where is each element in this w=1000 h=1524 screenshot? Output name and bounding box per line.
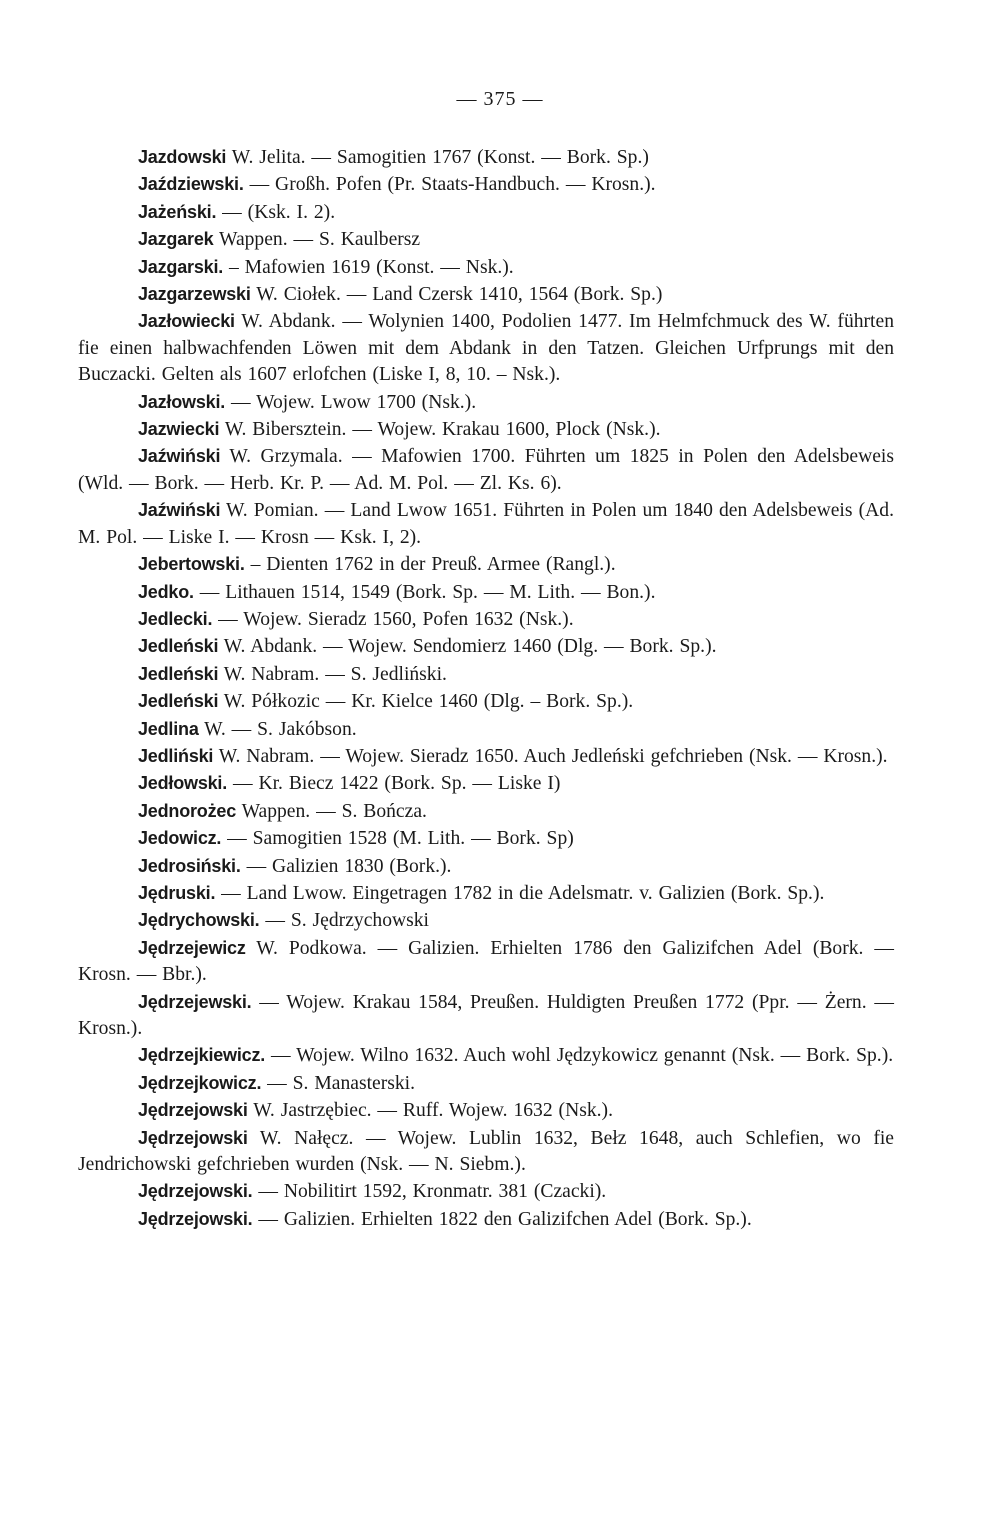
entry-list bbox=[78, 144, 894, 1233]
entry-text: — Wojew. Wilno 1632. Auch wohl Jędzykowicz genannt (Nsk. — Bork. Sp.). bbox=[270, 1045, 894, 1067]
entry-headword: Jazgarzewski bbox=[138, 284, 251, 305]
entry-text: — (Ksk. I. 2). bbox=[222, 201, 336, 223]
entry-headword: Jedowicz. bbox=[138, 828, 222, 849]
entry bbox=[78, 1042, 894, 1069]
entry bbox=[78, 853, 894, 880]
entry-text: Wappen. — S. Kaulbersz bbox=[219, 229, 421, 251]
entry bbox=[78, 1097, 894, 1124]
entry-text: — S. Jędrzychowski bbox=[265, 910, 430, 932]
entry-text: — Galizien 1830 (Bork.). bbox=[246, 855, 452, 877]
entry-headword: Jedleński bbox=[138, 663, 219, 684]
entry-headword: Jazwiecki bbox=[138, 419, 220, 440]
entry bbox=[78, 144, 894, 171]
entry-text: W. Jelita. — Samogitien 1767 (Konst. — Bork. Sp.) bbox=[231, 147, 649, 168]
entry bbox=[78, 989, 894, 1043]
entry-text: W. Nabram. — Wojew. Sieradz 1650. Auch Jedleński gefchrieben (Nsk. — Krosn.). bbox=[218, 745, 888, 767]
entry-headword: Jedlecki. bbox=[138, 608, 213, 629]
entry bbox=[78, 389, 894, 416]
entry-text: W. Nałęcz. — Wojew. Lublin 1632, Bełz 1648, auch Schlefien, wo fie Jendrichowski gefchrieben wurden (Nsk. — N. Siebm.). bbox=[78, 1127, 895, 1176]
entry bbox=[78, 880, 894, 907]
entry bbox=[78, 171, 894, 198]
entry-headword: Jażeński. bbox=[138, 201, 217, 222]
entry-text: — S. Manasterski. bbox=[267, 1072, 416, 1094]
entry-headword: Jazgarek bbox=[138, 229, 214, 250]
entry-headword: Jazgarski. bbox=[138, 256, 224, 277]
entry-text: — Land Lwow. Eingetragen 1782 in die Adelsmatr. v. Galizien (Bork. Sp.). bbox=[221, 882, 825, 904]
entry bbox=[78, 497, 894, 551]
entry bbox=[78, 907, 894, 934]
entry-text: — Großh. Pofen (Pr. Staats-Handbuch. — Krosn.). bbox=[249, 174, 656, 196]
entry bbox=[78, 551, 894, 578]
entry-text: W. Grzymala. — Mafowien 1700. Führten um 1825 in Polen den Adelsbeweis (Wld. — Bork. — Herb. Kr. P. — Ad. M. Pol. — Zl. Ks. 6). bbox=[78, 446, 895, 494]
entry bbox=[78, 661, 894, 688]
entry-text: — Kr. Biecz 1422 (Bork. Sp. — Liske I) bbox=[232, 773, 561, 795]
entry bbox=[78, 1206, 894, 1233]
entry bbox=[78, 1070, 894, 1097]
entry-headword: Jazdowski bbox=[138, 147, 227, 167]
page-number: — 375 — bbox=[456, 88, 544, 110]
entry bbox=[78, 688, 894, 715]
entry bbox=[78, 579, 894, 606]
entry-text: — Nobilitirt 1592, Kronmatr. 381 (Czacki). bbox=[258, 1181, 607, 1203]
entry bbox=[78, 254, 894, 281]
entry-text: W. Półkozic — Kr. Kielce 1460 (Dlg. – Bork. Sp.). bbox=[223, 691, 634, 713]
entry bbox=[78, 633, 894, 660]
entry-text: — Wojew. Krakau 1584, Preußen. Huldigten Preußen 1772 (Ppr. — Żern. — Krosn.). bbox=[78, 991, 894, 1039]
entry-headword: Jędrzejowski. bbox=[138, 1208, 253, 1229]
entry-text: W. Pomian. — Land Lwow 1651. Führten in Polen um 1840 den Adelsbeweis (Ad. M. Pol. — Liske I. — Krosn — Ksk. I, 2). bbox=[78, 500, 894, 548]
entry-headword: Jędruski. bbox=[138, 882, 216, 903]
entry-headword: Jędrzejewski. bbox=[138, 991, 252, 1012]
entry bbox=[78, 281, 894, 308]
entry-headword: Jazłowski. bbox=[138, 391, 226, 412]
entry-headword: Jędrzejowski bbox=[138, 1127, 248, 1148]
entry-text: – Dienten 1762 in der Preuß. Armee (Rangl.). bbox=[250, 554, 616, 576]
entry-text: W. Abdank. — Wolynien 1400, Podolien 1477. Im Helmfchmuck des W. führten fie einen halbwachfenden Löwen mit dem Abdank in den Tatzen. Gleichen Urfprungs mit den Buczacki. Gelten als 1607 erlofchen (Liske I, 8, 10. – Nsk.). bbox=[78, 311, 894, 386]
entry bbox=[78, 1125, 894, 1179]
entry bbox=[78, 443, 894, 497]
entry-headword: Jędrzejkiewicz. bbox=[138, 1045, 266, 1066]
entry bbox=[78, 416, 894, 443]
entry-text: W. Jastrzębiec. — Ruff. Wojew. 1632 (Nsk.). bbox=[253, 1100, 613, 1122]
entry-headword: Jędrzejowski. bbox=[138, 1181, 253, 1202]
entry bbox=[78, 770, 894, 797]
entry-text: — Wojew. Sieradz 1560, Pofen 1632 (Nsk.). bbox=[218, 608, 574, 630]
entry-text: Wappen. — S. Bończa. bbox=[241, 800, 427, 822]
entry bbox=[78, 1178, 894, 1205]
entry-text: W. Ciołek. — Land Czersk 1410, 1564 (Bork. Sp.) bbox=[256, 284, 663, 306]
entry-headword: Jedleński bbox=[138, 636, 219, 657]
entry-text: W. Nabram. — S. Jedliński. bbox=[223, 663, 447, 685]
entry-headword: Jędrychowski. bbox=[138, 910, 260, 931]
entry-headword: Jedlina bbox=[138, 718, 199, 739]
entry-headword: Jazłowiecki bbox=[138, 311, 235, 332]
entry-headword: Jaźwiński bbox=[138, 446, 221, 467]
entry-headword: Jędrzejkowicz. bbox=[138, 1072, 262, 1093]
entry-text: W. Bibersztein. — Wojew. Krakau 1600, Plock (Nsk.). bbox=[224, 419, 661, 441]
entry bbox=[78, 716, 894, 743]
entry-headword: Jedrosiński. bbox=[138, 855, 241, 876]
entry bbox=[78, 199, 894, 226]
entry bbox=[78, 606, 894, 633]
entry bbox=[78, 825, 894, 852]
entry-headword: Jedliński bbox=[138, 745, 214, 766]
entry-text: — Wojew. Lwow 1700 (Nsk.). bbox=[230, 391, 477, 413]
entry-text: — Samogitien 1528 (M. Lith. — Bork. Sp) bbox=[227, 828, 574, 850]
entry-text: W. Abdank. — Wojew. Sendomierz 1460 (Dlg. — Bork. Sp.). bbox=[223, 636, 717, 658]
entry-text: W. Podkowa. — Galizien. Erhielten 1786 den Galizifchen Adel (Bork. — Krosn. — Bbr.). bbox=[78, 937, 895, 986]
entry-headword: Jedko. bbox=[138, 581, 194, 602]
entry-text: — Lithauen 1514, 1549 (Bork. Sp. — M. Lith. — Bon.). bbox=[199, 581, 656, 603]
entry bbox=[78, 743, 894, 770]
entry bbox=[78, 935, 894, 989]
entry-text: W. — S. Jakóbson. bbox=[204, 718, 357, 740]
entry-headword: Jaźwiński bbox=[138, 500, 221, 521]
entry bbox=[78, 798, 894, 825]
entry-headword: Jędrzejowski bbox=[138, 1100, 248, 1121]
entry-headword: Jednorożec bbox=[138, 800, 237, 821]
entry-headword: Jebertowski. bbox=[138, 554, 245, 575]
entry bbox=[78, 308, 894, 388]
entry-text: – Mafowien 1619 (Konst. — Nsk.). bbox=[228, 256, 514, 278]
entry-headword: Jedleński bbox=[138, 691, 219, 712]
entry-headword: Jaździewski. bbox=[138, 174, 244, 195]
entry-headword: Jędrzejewicz bbox=[138, 937, 246, 958]
entry-text: — Galizien. Erhielten 1822 den Galizifchen Adel (Bork. Sp.). bbox=[258, 1208, 752, 1230]
entry bbox=[78, 226, 894, 253]
entry-headword: Jedłowski. bbox=[138, 773, 228, 794]
